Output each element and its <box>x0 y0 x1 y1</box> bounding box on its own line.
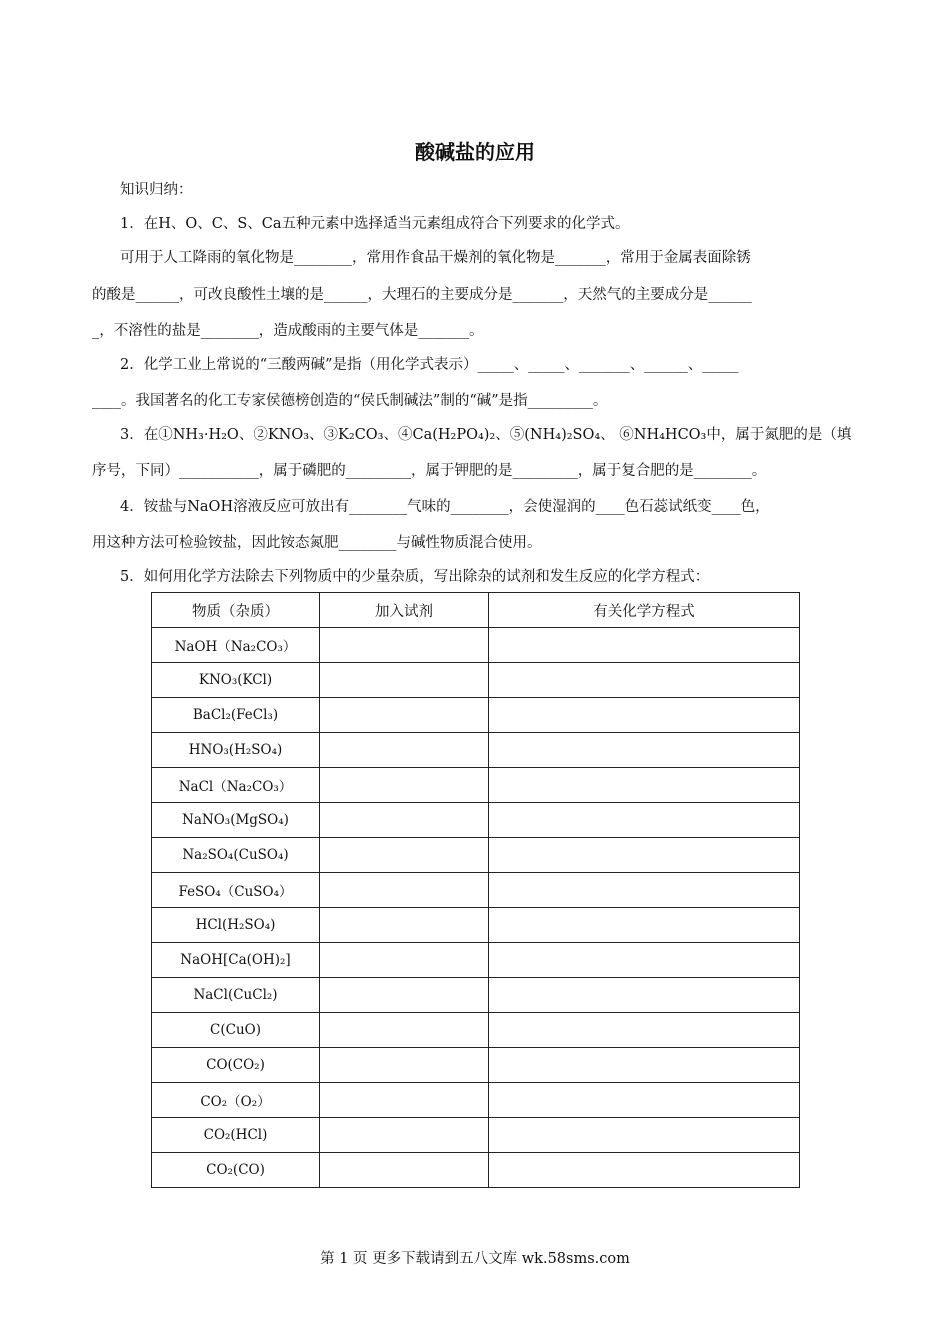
substance-cell: Na₂SO₄(CuSO₄) <box>152 838 320 873</box>
substance-cell: KNO₃(KCl) <box>152 663 320 698</box>
reagent-cell[interactable] <box>320 978 489 1013</box>
reagent-cell[interactable] <box>320 1048 489 1083</box>
reagent-cell[interactable] <box>320 1083 489 1118</box>
header-substance: 物质（杂质） <box>152 593 320 628</box>
q5-line1: 5．如何用化学方法除去下列物质中的少量杂质，写出除杂的试剂和发生反应的化学方程式： <box>120 569 710 585</box>
substance-cell: C(CuO) <box>152 1013 320 1048</box>
page-title: 酸碱盐的应用 <box>415 140 535 164</box>
substance-cell: NaOH（Na₂CO₃） <box>152 628 320 663</box>
q1-line2: 可用于人工降雨的氧化物是________，常用作食品干燥剂的氧化物是_______，常用于金属表面除锈 <box>120 250 751 266</box>
table-row <box>152 1013 800 1048</box>
equation-cell[interactable] <box>489 1153 800 1188</box>
equation-cell[interactable] <box>489 908 800 943</box>
table-row <box>152 978 800 1013</box>
equation-cell[interactable] <box>489 768 800 803</box>
substance-cell: FeSO₄（CuSO₄） <box>152 873 320 908</box>
impurity-removal-table <box>151 592 800 1188</box>
header-reagent: 加入试剂 <box>320 593 489 628</box>
substance-cell: NaOH[Ca(OH)₂] <box>152 943 320 978</box>
table-row <box>152 733 800 768</box>
substance-cell: CO(CO₂) <box>152 1048 320 1083</box>
table-row <box>152 803 800 838</box>
reagent-cell[interactable] <box>320 628 489 663</box>
equation-cell[interactable] <box>489 733 800 768</box>
substance-cell: NaNO₃(MgSO₄) <box>152 803 320 838</box>
table-row <box>152 873 800 908</box>
substance-cell: CO₂（O₂） <box>152 1083 320 1118</box>
substance-cell: NaCl(CuCl₂) <box>152 978 320 1013</box>
reagent-cell[interactable] <box>320 733 489 768</box>
equation-cell[interactable] <box>489 873 800 908</box>
table-row <box>152 1153 800 1188</box>
substance-cell: NaCl（Na₂CO₃） <box>152 768 320 803</box>
equation-cell[interactable] <box>489 1013 800 1048</box>
reagent-cell[interactable] <box>320 803 489 838</box>
reagent-cell[interactable] <box>320 698 489 733</box>
substance-cell: HNO₃(H₂SO₄) <box>152 733 320 768</box>
reagent-cell[interactable] <box>320 1153 489 1188</box>
page-footer: 第 1 页 更多下载请到五八文库 wk.58sms.com <box>320 1251 630 1267</box>
table-row <box>152 1048 800 1083</box>
reagent-cell[interactable] <box>320 1013 489 1048</box>
q2-line2: ____。我国著名的化工专家侯德榜创造的“侯氏制碱法”制的“碱”是指_________。 <box>92 393 608 409</box>
q1-line3: 的酸是______，可改良酸性土壤的是______，大理石的主要成分是_______，天然气的主要成分是______ <box>92 287 752 303</box>
reagent-cell[interactable] <box>320 1118 489 1153</box>
table-row <box>152 1083 800 1118</box>
q3-line1: 3．在①NH₃·H₂O、②KNO₃、③K₂CO₃、④Ca(H₂PO₄)₂、⑤(NH₄)₂SO₄、 ⑥NH₄HCO₃中，属于氮肥的是（填 <box>120 427 852 443</box>
equation-cell[interactable] <box>489 838 800 873</box>
reagent-cell[interactable] <box>320 908 489 943</box>
table-row <box>152 908 800 943</box>
table-row <box>152 698 800 733</box>
table-row <box>152 628 800 663</box>
equation-cell[interactable] <box>489 698 800 733</box>
substance-cell: BaCl₂(FeCl₃) <box>152 698 320 733</box>
reagent-cell[interactable] <box>320 663 489 698</box>
reagent-cell[interactable] <box>320 873 489 908</box>
equation-cell[interactable] <box>489 978 800 1013</box>
table-row <box>152 943 800 978</box>
header-equation: 有关化学方程式 <box>489 593 800 628</box>
substance-cell: HCl(H₂SO₄) <box>152 908 320 943</box>
q4-line1: 4．铵盐与NaOH溶液反应可放出有________气味的________，会使湿润的____色石蕊试纸变____色， <box>120 499 770 515</box>
q1-line4: _，不溶性的盐是________，造成酸雨的主要气体是_______。 <box>92 323 484 339</box>
equation-cell[interactable] <box>489 943 800 978</box>
table-row <box>152 838 800 873</box>
equation-cell[interactable] <box>489 628 800 663</box>
equation-cell[interactable] <box>489 663 800 698</box>
table-row <box>152 768 800 803</box>
equation-cell[interactable] <box>489 803 800 838</box>
q2-line1: 2．化学工业上常说的“三酸两碱”是指（用化学式表示）_____、_____、_______、______、_____ <box>120 357 739 373</box>
reagent-cell[interactable] <box>320 768 489 803</box>
reagent-cell[interactable] <box>320 943 489 978</box>
table-row <box>152 1118 800 1153</box>
equation-cell[interactable] <box>489 1118 800 1153</box>
substance-cell: CO₂(CO) <box>152 1153 320 1188</box>
equation-cell[interactable] <box>489 1083 800 1118</box>
substance-cell: CO₂(HCl) <box>152 1118 320 1153</box>
equation-cell[interactable] <box>489 1048 800 1083</box>
reagent-cell[interactable] <box>320 838 489 873</box>
table-header-row <box>152 593 800 628</box>
q4-line2: 用这种方法可检验铵盐，因此铵态氮肥________与碱性物质混合使用。 <box>92 535 542 551</box>
q1-line1: 1．在H、O、C、S、Ca五种元素中选择适当元素组成符合下列要求的化学式。 <box>120 216 630 232</box>
q3-line2: 序号，下同）___________，属于磷肥的_________，属于钾肥的是_________，属于复合肥的是________。 <box>92 463 767 479</box>
table-row <box>152 663 800 698</box>
section-label: 知识归纳： <box>120 182 193 198</box>
